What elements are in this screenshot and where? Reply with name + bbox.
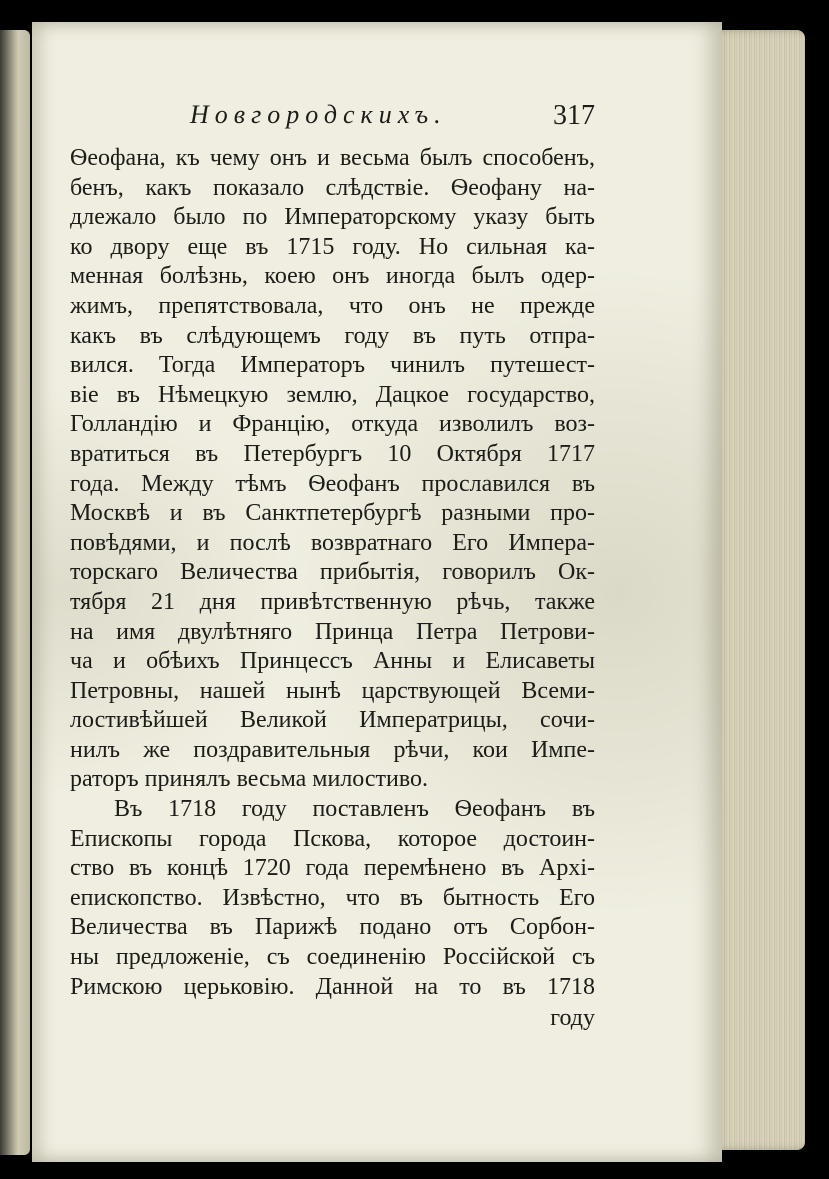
text-line: вился. Тогда Императоръ чинилъ путешест-	[70, 352, 595, 379]
text-line: Петровны, нашей нынѣ царствующей Всеми-	[70, 677, 595, 704]
running-head-title: Новгородскихъ.	[190, 100, 447, 129]
running-head	[70, 96, 595, 136]
text-line: лостивѣйшей Великой Императрицы, сочи-	[70, 707, 595, 734]
text-block	[70, 96, 595, 1034]
text-line: ко двору еще въ 1715 году. Но сильная ка-	[70, 233, 595, 260]
text-line: торскаго Величества прибытія, говорилъ Ок-	[70, 559, 595, 586]
text-line: длежало было по Императорскому указу быть	[70, 204, 595, 231]
text-line: тября 21 дня привѣтственную рѣчь, также	[70, 588, 595, 615]
page-fore-edge	[715, 30, 805, 1150]
page-number: 317	[553, 100, 595, 131]
catchword: году	[550, 1005, 595, 1032]
text-line: раторъ принялъ весьма милостиво.	[70, 766, 429, 793]
text-line: Голландію и Францію, откуда изволилъ воз-	[70, 411, 595, 438]
text-line: нилъ же поздравительныя рѣчи, кои Импе-	[70, 736, 595, 763]
text-line: Величества въ Парижѣ подано отъ Сорбон-	[70, 914, 595, 941]
text-line: бенъ, какъ показало слѣдствіе. Ѳеофану на-	[70, 174, 595, 201]
text-line: на имя двулѣтняго Принца Петра Петрови-	[70, 618, 595, 645]
paragraph-1	[70, 144, 595, 795]
text-line: Въ 1718 году поставленъ Ѳеофанъ въ	[114, 796, 595, 823]
text-line: менная болѣзнь, коею онъ иногда былъ одер-	[70, 263, 595, 290]
text-line: повѣдями, и послѣ возвратнаго Его Импера-	[70, 529, 595, 556]
text-line: какъ въ слѣдующемъ году въ путь отпра-	[70, 322, 595, 349]
text-line: года. Между тѣмъ Ѳеофанъ прославился въ	[70, 470, 595, 497]
left-page-edge	[0, 30, 30, 1155]
text-line: ны предложеніе, съ соединенію Россійской съ	[70, 944, 595, 971]
text-line: віе въ Нѣмецкую землю, Дацкое государство,	[70, 381, 595, 408]
text-line: епископство. Извѣстно, что въ бытность Его	[70, 884, 595, 911]
text-line: вратиться въ Петербургъ 10 Октября 1717	[70, 440, 595, 467]
text-line: ство въ концѣ 1720 года перемѣнено въ Архі-	[70, 855, 595, 882]
text-line: Москвѣ и въ Санктпетербургѣ разными про-	[70, 500, 595, 527]
text-line: Ѳеофана, къ чему онъ и весьма былъ способенъ,	[70, 145, 595, 171]
text-line: Епископы города Пскова, которое достоин-	[70, 825, 595, 852]
text-line: Римскою церьковію. Данной на то въ 1718	[70, 973, 595, 1000]
text-line: ча и обѣихъ Принцессъ Анны и Елисаветы	[70, 648, 595, 675]
paragraph-2	[70, 795, 595, 1002]
text-line: жимъ, препятствовала, что онъ не прежде	[70, 292, 595, 319]
